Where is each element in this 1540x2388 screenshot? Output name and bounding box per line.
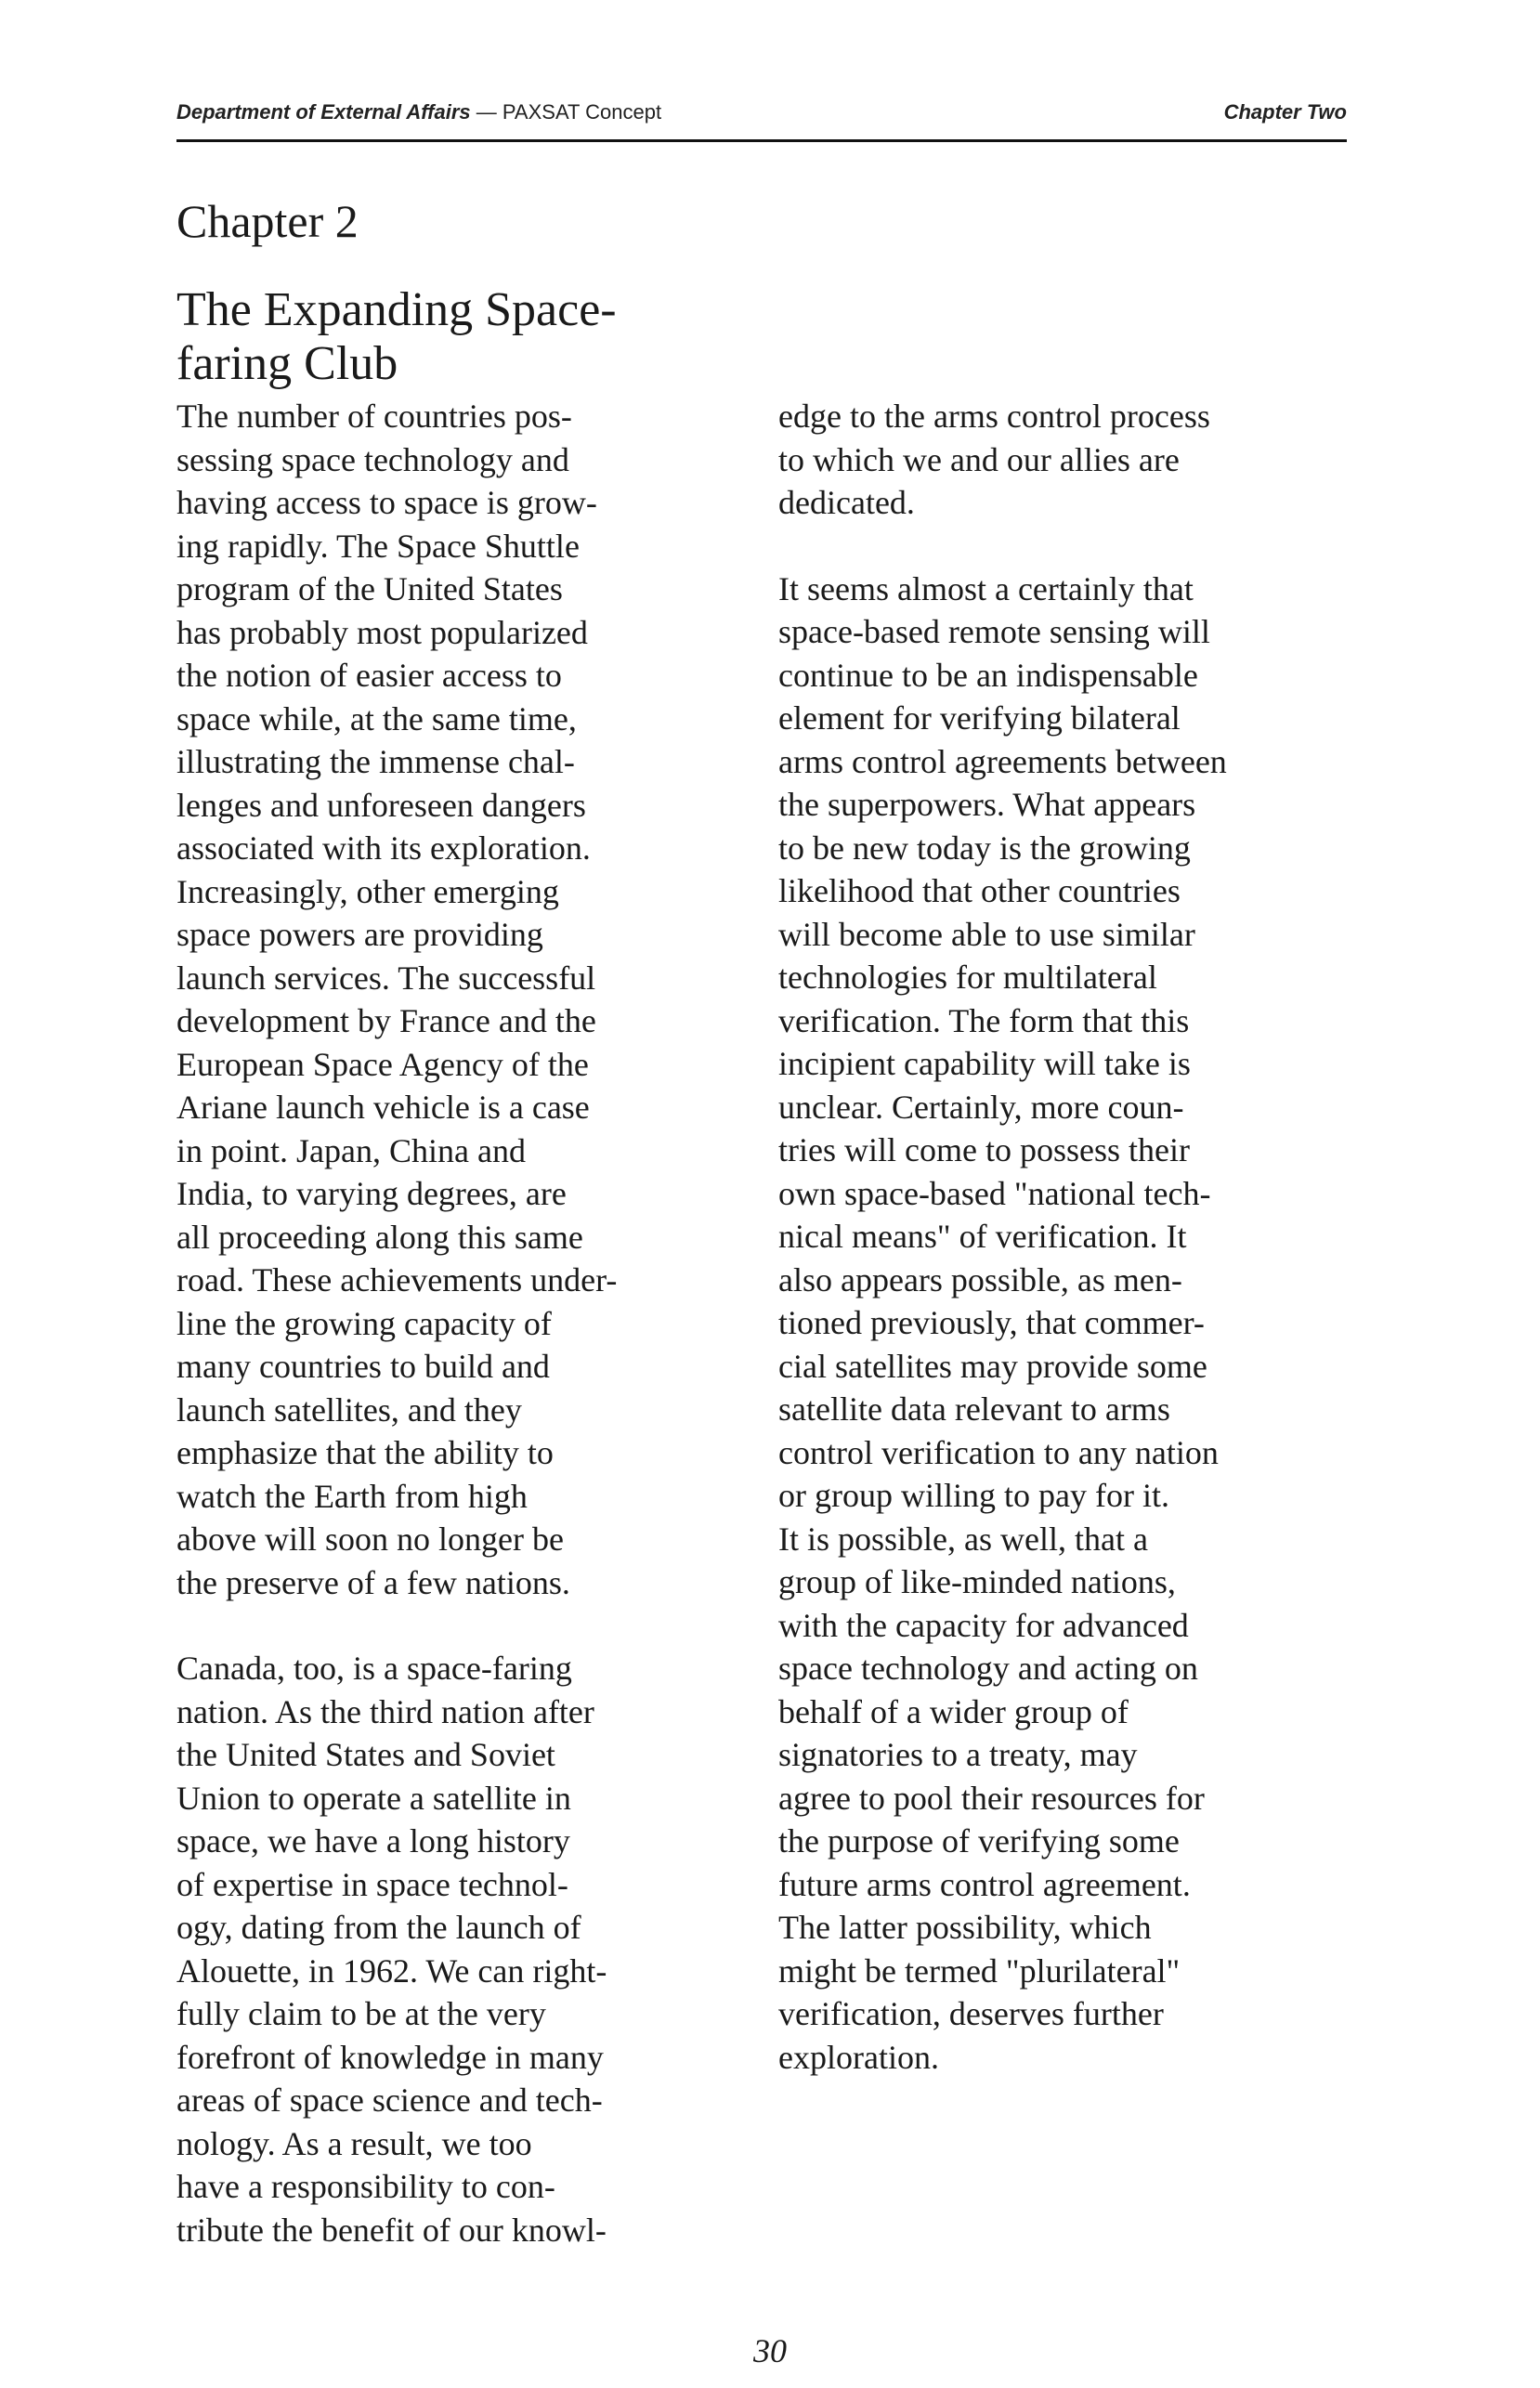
text-line: Alouette, in 1962. We can right-: [176, 1951, 607, 1990]
text-line: arms control agreements between: [778, 742, 1227, 780]
text-line: nation. As the third nation after: [176, 1692, 594, 1730]
text-line: watch the Earth from high: [176, 1477, 528, 1515]
text-line: space powers are providing: [176, 916, 543, 953]
text-line: of expertise in space technol-: [176, 1865, 568, 1903]
text-line: edge to the arms control process: [778, 398, 1210, 435]
text-line: the preserve of a few nations.: [176, 1563, 570, 1601]
text-line: dedicated.: [778, 484, 915, 521]
text-line: launch satellites, and they: [176, 1390, 522, 1429]
text-line: technologies for multilateral: [778, 959, 1157, 996]
text-line: associated with its exploration.: [176, 829, 591, 867]
chapter-title-line: faring Club: [176, 337, 398, 390]
text-line: tribute the benefit of our knowl-: [176, 2211, 607, 2249]
text-line: areas of space science and tech-: [176, 2081, 603, 2119]
text-line: behalf of a wider group of: [778, 1692, 1129, 1730]
text-line: likelihood that other countries: [778, 872, 1181, 909]
text-line: ogy, dating from the launch of: [176, 1909, 581, 1946]
running-header: [176, 100, 1347, 137]
text-line: It seems almost a certainly that: [778, 569, 1194, 607]
text-line: in point. Japan, China and: [176, 1131, 526, 1169]
text-line: satellite data relevant to arms: [778, 1390, 1170, 1428]
text-line: It is possible, as well, that a: [778, 1520, 1148, 1558]
text-line: development by France and the: [176, 1002, 596, 1039]
text-line: verification. The form that this: [778, 1001, 1190, 1039]
text-line: with the capacity for advanced: [778, 1606, 1189, 1644]
text-line: tries will come to possess their: [778, 1131, 1190, 1168]
body-paragraph: [778, 395, 1354, 525]
text-line: fully claim to be at the very: [176, 1995, 546, 2032]
text-line: launch services. The successful: [176, 959, 596, 997]
text-line: Increasingly, other emerging: [176, 872, 559, 910]
chapter-title-line: The Expanding Space-: [176, 283, 617, 336]
text-line: the superpowers. What appears: [778, 786, 1196, 823]
text-line: line the growing capacity of: [176, 1304, 552, 1342]
chapter-title: [176, 283, 752, 391]
text-line: space technology and acting on: [778, 1650, 1198, 1687]
text-line: the purpose of verifying some: [778, 1822, 1180, 1860]
text-line: space while, at the same time,: [176, 699, 577, 737]
text-line: space, we have a long history: [176, 1822, 570, 1860]
text-line: future arms control agreement.: [778, 1865, 1191, 1903]
body-paragraph: [778, 568, 1354, 2080]
text-line: emphasize that the ability to: [176, 1434, 554, 1471]
text-line: have a responsibility to con-: [176, 2168, 555, 2205]
text-line: the notion of easier access to: [176, 657, 562, 694]
text-line: incipient capability will take is: [778, 1045, 1191, 1082]
text-line: will become able to use similar: [778, 915, 1195, 953]
text-line: agree to pool their resources for: [778, 1779, 1205, 1817]
text-line: to which we and our allies are: [778, 440, 1180, 478]
text-line: might be termed "plurilateral": [778, 1951, 1181, 1990]
text-line: lenges and unforeseen dangers: [176, 786, 586, 824]
header-chapter: Chapter Two: [1223, 100, 1347, 124]
text-line: group of like-minded nations,: [778, 1563, 1176, 1600]
text-line: cial satellites may provide some: [778, 1347, 1207, 1385]
text-line: verification, deserves further: [778, 1995, 1164, 2032]
text-line: exploration.: [778, 2038, 939, 2076]
text-line: space-based remote sensing will: [778, 613, 1210, 650]
text-line: Ariane launch vehicle is a case: [176, 1089, 590, 1126]
right-column: [778, 395, 1354, 2121]
text-line: illustrating the immense chal-: [176, 743, 575, 780]
header-separator: —: [470, 100, 502, 124]
text-line: many countries to build and: [176, 1348, 550, 1385]
left-column: [176, 395, 752, 2294]
text-line: nology. As a result, we too: [176, 2124, 532, 2162]
body-paragraph: [176, 1647, 752, 2251]
text-line: element for verifying bilateral: [778, 699, 1181, 737]
text-line: Canada, too, is a space-faring: [176, 1650, 572, 1687]
header-document-title: PAXSAT Concept: [502, 100, 662, 124]
text-line: sessing space technology and: [176, 440, 569, 478]
text-line: ing rapidly. The Space Shuttle: [176, 527, 580, 565]
text-line: program of the United States: [176, 570, 563, 607]
text-line: India, to varying degrees, are: [176, 1175, 567, 1212]
text-line: or group willing to pay for it.: [778, 1477, 1169, 1514]
text-line: The number of countries pos-: [176, 398, 572, 435]
text-line: above will soon no longer be: [176, 1520, 564, 1558]
page-number: 30: [753, 2332, 787, 2369]
text-line: forefront of knowledge in many: [176, 2038, 604, 2076]
text-line: Union to operate a satellite in: [176, 1779, 571, 1817]
text-line: tioned previously, that commer-: [778, 1304, 1205, 1341]
header-divider: [176, 139, 1347, 142]
text-line: unclear. Certainly, more coun-: [778, 1088, 1184, 1126]
text-line: also appears possible, as men-: [778, 1260, 1182, 1298]
text-line: own space-based "national tech-: [778, 1174, 1211, 1212]
text-line: having access to space is grow-: [176, 484, 597, 521]
text-line: European Space Agency of the: [176, 1045, 589, 1083]
running-header-left: [176, 100, 661, 124]
text-line: has probably most popularized: [176, 613, 588, 651]
header-department: Department of External Affairs: [176, 100, 471, 124]
text-line: control verification to any nation: [778, 1433, 1219, 1471]
text-line: continue to be an indispensable: [778, 656, 1198, 694]
chapter-label: Chapter 2: [176, 195, 359, 247]
text-line: the United States and Soviet: [176, 1736, 555, 1773]
text-line: The latter possibility, which: [778, 1909, 1152, 1946]
text-line: all proceeding along this same: [176, 1218, 583, 1256]
text-line: nical means" of verification. It: [778, 1218, 1187, 1255]
text-line: road. These achievements under-: [176, 1261, 618, 1298]
text-line: to be new today is the growing: [778, 829, 1191, 867]
body-paragraph: [176, 395, 752, 1604]
text-line: signatories to a treaty, may: [778, 1736, 1138, 1773]
